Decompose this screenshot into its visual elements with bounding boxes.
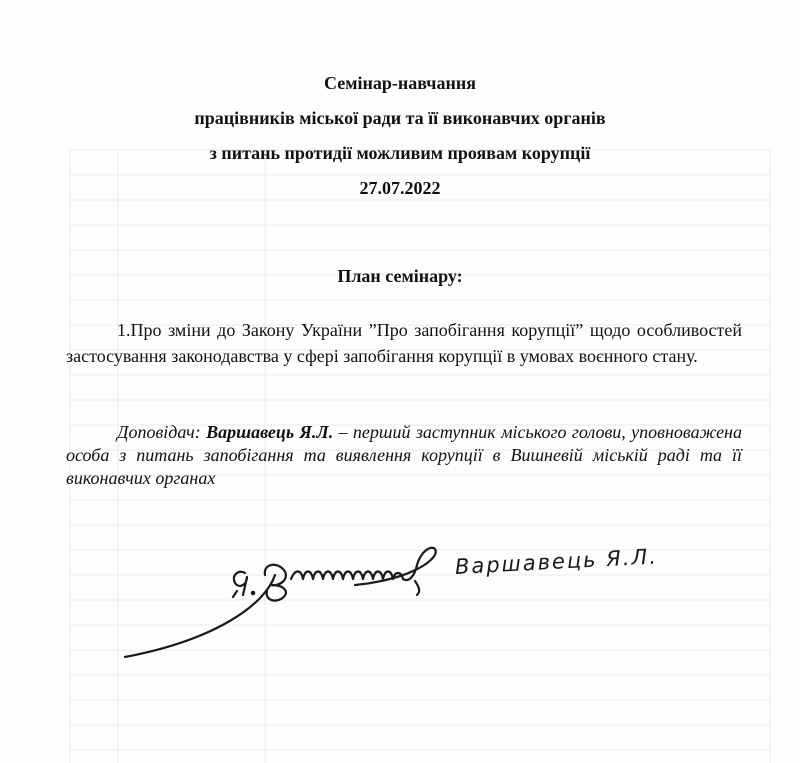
seminar-title-line-3: з питань протидії можливим проявам корупції: [209, 143, 591, 163]
speaker-name: Варшавець Я.Л.: [206, 422, 334, 442]
speaker-paragraph: [66, 421, 742, 490]
seminar-title-line-2: працівників міської ради та її виконавчих органів: [194, 108, 606, 128]
handwritten-signature: [115, 535, 445, 665]
plan-heading: План семінару:: [337, 266, 463, 286]
seminar-title-line-1: Семінар-навчання: [324, 73, 476, 93]
seminar-title: [0, 66, 800, 206]
handwritten-name: Варшавець Я.Л.: [454, 544, 659, 579]
seminar-date: 27.07.2022: [359, 178, 441, 198]
speaker-role: – перший заступник міського голови, уповноважена особа з питань запобігання та виявлення корупції в Вишневій міській раді та її виконавчих органах: [66, 422, 742, 488]
plan-item-1: 1.Про зміни до Закону України ”Про запобігання корупції” щодо особливостей застосування законодавства у сфері запобігання корупції в умовах воєнного стану.: [66, 320, 742, 366]
speaker-label: Доповідач:: [117, 422, 201, 442]
